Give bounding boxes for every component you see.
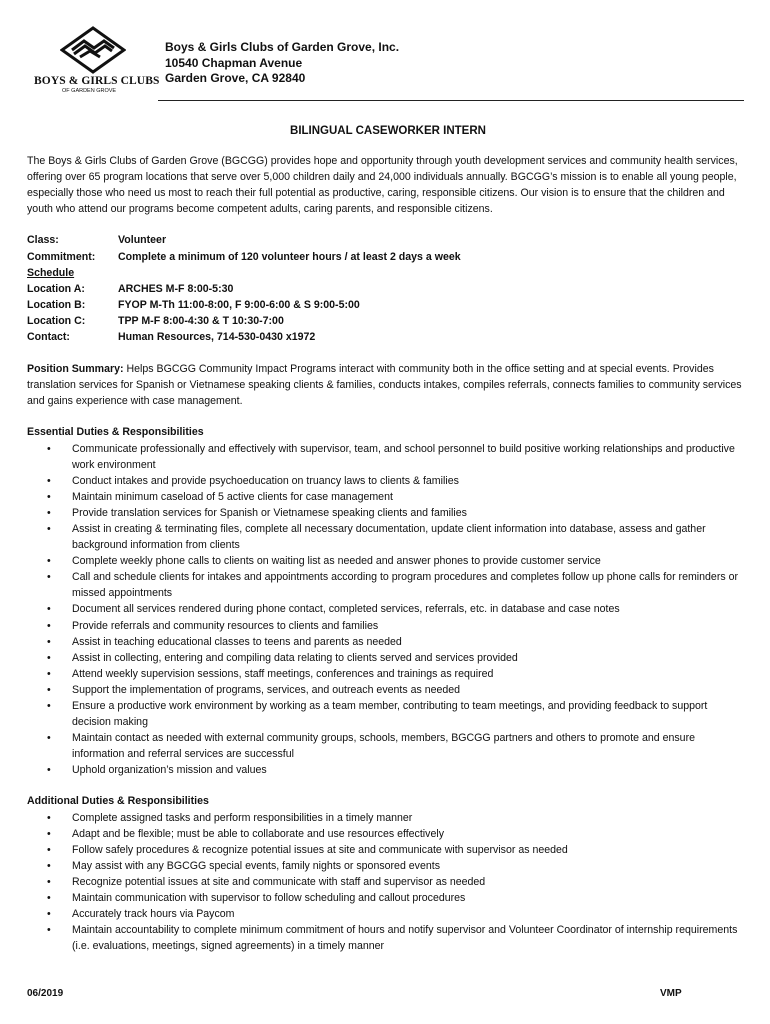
hands-logo-icon (60, 26, 126, 74)
list-item: • Conduct intakes and provide psychoeducation on truancy laws to clients & families (27, 473, 743, 489)
list-item: • Maintain accountability to complete minimum commitment of hours and notify supervisor and Volunteer Coordinator of internship requirements (i.e. evaluations, meetings, signed agreements) in a timely manner (27, 922, 743, 954)
class-label: Class: (27, 234, 59, 247)
list-item: • Complete weekly phone calls to clients on waiting list as needed and answer phones to provide customer service (27, 553, 743, 569)
list-item: • Follow safely procedures & recognize potential issues at site and communicate with supervisor as needed (27, 842, 743, 858)
additional-duties-heading: Additional Duties & Responsibilities (27, 795, 209, 808)
org-name: Boys & Girls Clubs of Garden Grove, Inc. (165, 40, 400, 54)
location-a-label: Location A: (27, 282, 85, 295)
logo-wordmark: BOYS & GIRLS CLUBS (34, 75, 160, 87)
list-item: • May assist with any BGCGG special events, family nights or sponsored events (27, 858, 743, 874)
list-item: • Adapt and be flexible; must be able to collaborate and use resources effectively (27, 826, 743, 842)
footer-code: VMP (660, 988, 682, 999)
org-city: Garden Grove, CA 92840 (165, 71, 306, 85)
list-item: • Ensure a productive work environment by working as a team member, contributing to team meetings, and providing feedback to support decision making (27, 698, 743, 730)
list-item: • Maintain communication with supervisor to follow scheduling and callout procedures (27, 890, 743, 906)
list-item: • Recognize potential issues at site and communicate with staff and supervisor as needed (27, 874, 743, 890)
list-item: • Assist in collecting, entering and compiling data relating to clients served and services provided (27, 650, 743, 666)
list-item: • Call and schedule clients for intakes and appointments according to program procedures and completes follow up phone calls for reminders or missed appointments (27, 569, 743, 601)
logo-subtitle: OF GARDEN GROVE (62, 88, 117, 94)
location-c-label: Location C: (27, 314, 86, 327)
document-body (27, 123, 743, 969)
location-c-value: TPP M-F 8:00-4:30 & T 10:30-7:00 (118, 314, 284, 327)
list-item: • Document all services rendered during phone contact, completed services, referrals, etc. in database and case notes (27, 601, 743, 617)
location-a-value: ARCHES M-F 8:00-5:30 (118, 282, 234, 295)
contact-value: Human Resources, 714-530-0430 x1972 (118, 331, 316, 344)
header-divider (158, 100, 744, 101)
organization-logo (34, 26, 160, 98)
class-value: Volunteer (118, 234, 167, 247)
location-b-label: Location B: (27, 298, 86, 311)
page-title: BILINGUAL CASEWORKER INTERN (290, 125, 486, 137)
list-item: • Accurately track hours via Paycom (27, 906, 743, 922)
list-item: • Maintain minimum caseload of 5 active clients for case management (27, 489, 743, 505)
summary-label: Position Summary: (27, 363, 124, 376)
list-item: • Provide referrals and community resources to clients and families (27, 618, 743, 634)
list-item: • Complete assigned tasks and perform responsibilities in a timely manner (27, 810, 743, 826)
list-item: • Communicate professionally and effectively with supervisor, team, and school personnel to build positive working relationships and productive work environment (27, 441, 743, 473)
org-street: 10540 Chapman Avenue (165, 55, 303, 70)
contact-label: Contact: (27, 331, 70, 344)
organization-address (165, 40, 399, 87)
commitment-value: Complete a minimum of 120 volunteer hours / at least 2 days a week (118, 250, 461, 263)
list-item: • Support the implementation of programs, services, and outreach events as needed (27, 682, 743, 698)
list-item: • Provide translation services for Spanish or Vietnamese speaking clients and families (27, 505, 743, 521)
essential-duties-heading: Essential Duties & Responsibilities (27, 426, 204, 439)
list-item: • Uphold organization’s mission and values (27, 762, 743, 778)
list-item: • Assist in creating & terminating files, complete all necessary documentation, update client information into database, assess and gather background information from clients (27, 521, 743, 553)
list-item: • Maintain contact as needed with external community groups, schools, members, BGCGG partners and others to promote and ensure information and referral services are successful (27, 730, 743, 762)
commitment-label: Commitment: (27, 250, 96, 263)
schedule-heading: Schedule (27, 266, 75, 279)
position-summary (27, 361, 743, 409)
intro-paragraph: The Boys & Girls Clubs of Garden Grove (BGCGG) provides hope and opportunity through youth development services and community health services, offering over 65 program locations that serve over 5,000 children daily and 24,000 individuals annually. BGCGG’s mission is to enable all young people, especially those who need us most to reach their full potential as productive, caring, responsible citizens. Our vision is to ensure that the children and youth who attend our programs become competent adults, caring parents, and responsible citizens. (27, 155, 738, 216)
footer-date: 06/2019 (27, 988, 64, 999)
list-item: • Assist in teaching educational classes to teens and parents as needed (27, 634, 743, 650)
location-b-value: FYOP M-Th 11:00-8:00, F 9:00-6:00 & S 9:00-5:00 (118, 298, 360, 311)
position-details (27, 232, 743, 345)
essential-duties-list (27, 441, 743, 779)
additional-duties-list (27, 810, 743, 955)
list-item: • Attend weekly supervision sessions, staff meetings, conferences and trainings as required (27, 666, 743, 682)
summary-text: Helps BGCGG Community Impact Programs interact with community both in the office setting and at special events. Provides translation services for Spanish or Vietnamese speaking clients & families, conducts intakes, compiles referrals, connects families to community services and gains experience with case management. (27, 363, 742, 408)
